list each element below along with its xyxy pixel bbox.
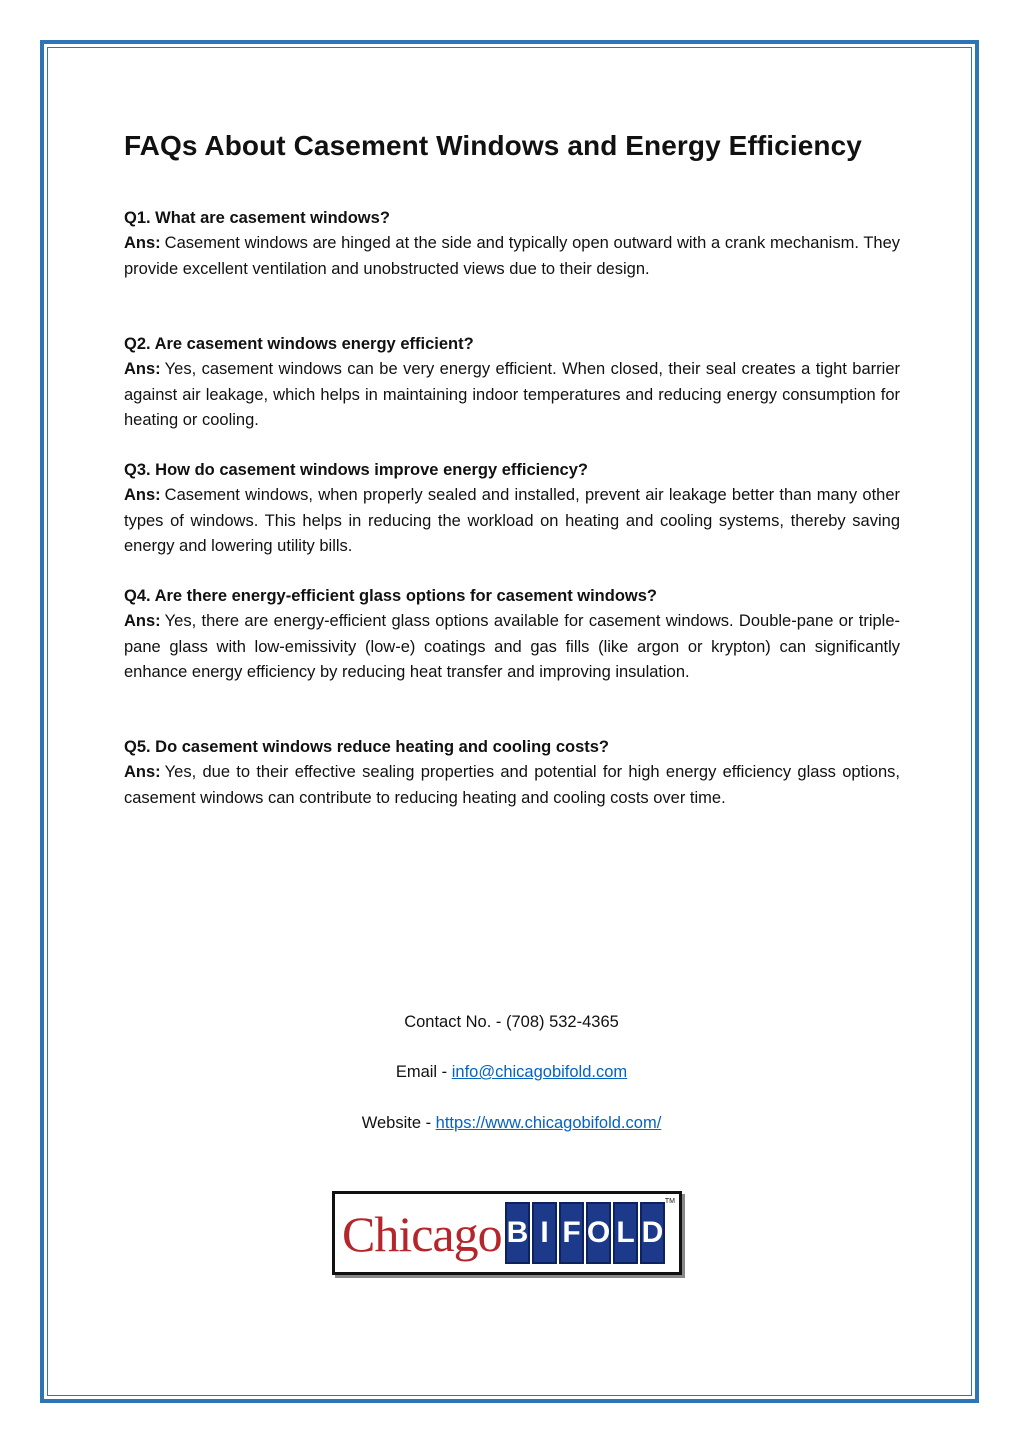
faq-item — [124, 332, 900, 433]
answer-label: Ans: — [124, 486, 161, 505]
email-label: Email - — [395, 1063, 452, 1081]
logo-tile: B — [505, 1202, 530, 1264]
website-link[interactable]: https://www.chicagobifold.com/ — [435, 1114, 662, 1132]
faq-question: Q3. How do casement windows improve energy efficiency? — [124, 461, 588, 479]
faq-question: Q5. Do casement windows reduce heating and cooling costs? — [124, 738, 610, 756]
contact-phone: Contact No. - (708) 532-4365 — [404, 1013, 619, 1031]
trademark-mark: TM — [664, 1198, 675, 1205]
answer-label: Ans: — [124, 360, 161, 379]
faq-question: Q2. Are casement windows energy efficient? — [124, 335, 474, 353]
website-label: Website - — [361, 1114, 436, 1132]
logo-tiles — [505, 1202, 665, 1264]
contact-email — [0, 1063, 1023, 1082]
faq-item — [124, 206, 900, 282]
page-title: FAQs About Casement Windows and Energy Efficiency — [124, 130, 862, 161]
document-body — [124, 120, 900, 807]
faq-question: Q1. What are casement windows? — [124, 209, 390, 227]
logo-tile: O — [586, 1202, 611, 1264]
faq-item — [124, 735, 900, 811]
faq-item — [124, 458, 900, 559]
faq-item — [124, 584, 900, 685]
chicago-bifold-logo — [332, 1191, 682, 1275]
logo-tile: D — [640, 1202, 665, 1264]
contact-website — [0, 1114, 1023, 1133]
answer-label: Ans: — [124, 234, 161, 253]
faq-answer — [124, 760, 900, 811]
faq-answer — [124, 609, 900, 685]
logo-wordmark: Chicago — [342, 1206, 502, 1262]
answer-label: Ans: — [124, 612, 161, 631]
faq-answer — [124, 357, 900, 433]
faq-answer-text: Casement windows are hinged at the side and typically open outward with a crank mechanism. They provide excellent ventilation and unobstructed views due to their design. — [124, 234, 900, 278]
faq-answer — [124, 483, 900, 559]
answer-label: Ans: — [124, 763, 161, 782]
faq-answer-text: Casement windows, when properly sealed and installed, prevent air leakage better than many other types of windows. This helps in reducing the workload on heating and cooling systems, thereby saving energy and lowering utility bills. — [124, 486, 900, 555]
email-link[interactable]: info@chicagobifold.com — [451, 1063, 628, 1081]
faq-answer-text: Yes, due to their effective sealing properties and potential for high energy efficiency glass options, casement windows can contribute to reducing heating and cooling costs over time. — [124, 763, 900, 807]
logo-tile: F — [559, 1202, 584, 1264]
faq-question: Q4. Are there energy-efficient glass options for casement windows? — [124, 587, 658, 605]
faq-answer — [124, 231, 900, 282]
logo-tile: I — [532, 1202, 557, 1264]
faq-answer-text: Yes, casement windows can be very energy efficient. When closed, their seal creates a tight barrier against air leakage, which helps in maintaining indoor temperatures and reducing energy consumption for heating or cooling. — [124, 360, 900, 429]
faq-answer-text: Yes, there are energy-efficient glass options available for casement windows. Double-pane or triple-pane glass with low-emissivity (low-e) coatings and gas fills (like argon or krypton) can significantly enhance energy efficiency by reducing heat transfer and improving insulation. — [124, 612, 900, 681]
logo-tile: L — [613, 1202, 638, 1264]
